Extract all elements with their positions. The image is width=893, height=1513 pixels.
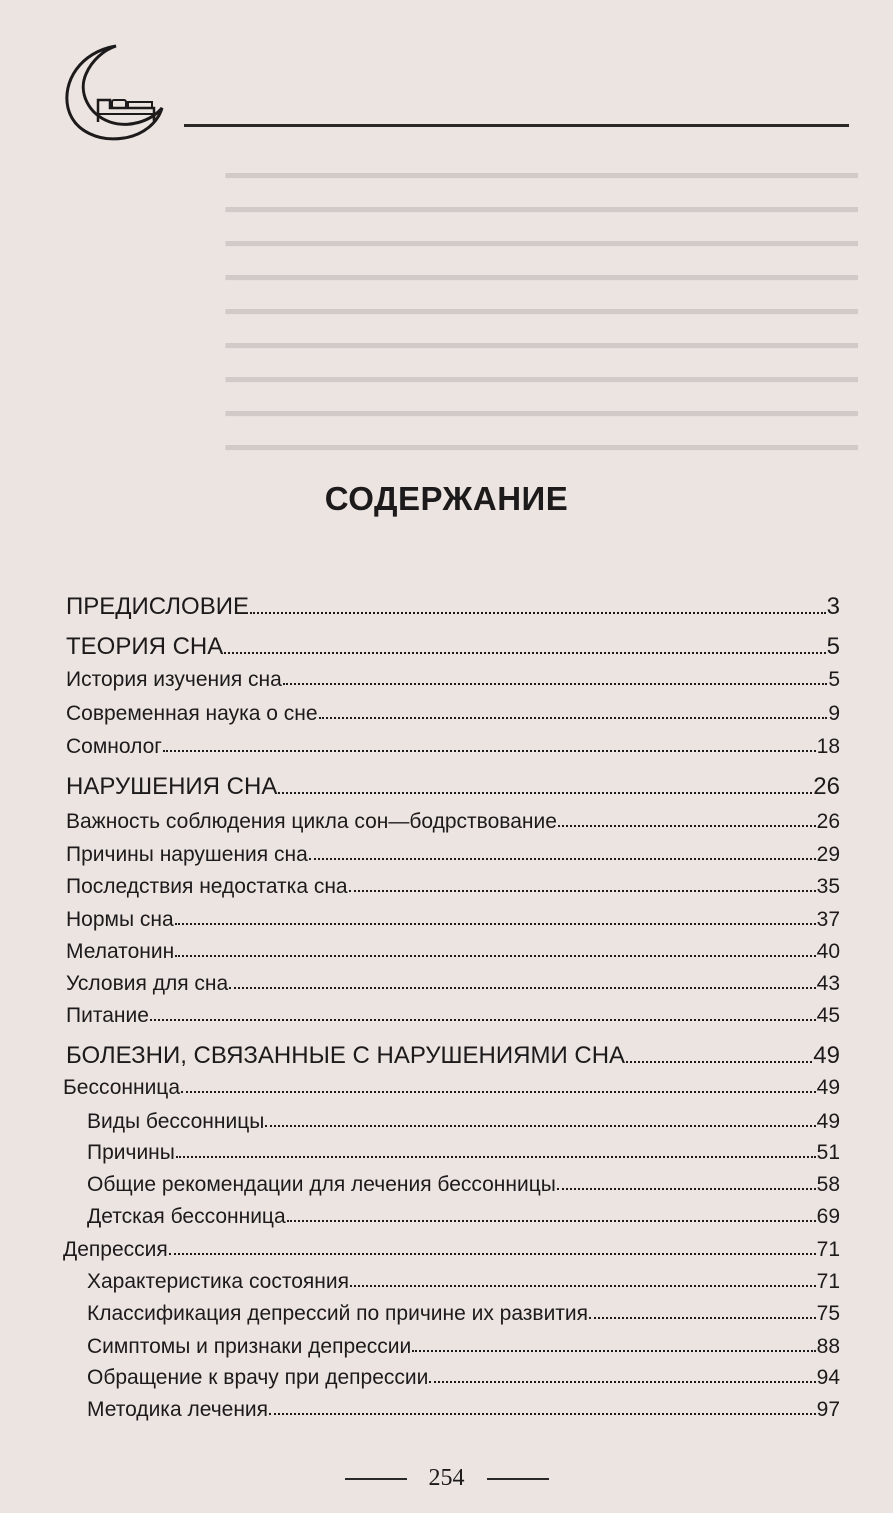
- toc-entry-title: Условия для сна: [66, 972, 229, 995]
- toc-entry-title: Питание: [66, 1004, 149, 1027]
- toc-entry: [66, 810, 840, 834]
- toc-entry-title: Общие рекомендации для лечения бессонницы: [87, 1173, 556, 1196]
- toc-leader-dots: [558, 825, 816, 827]
- toc-entry: [87, 1141, 840, 1165]
- toc-leader-dots: [265, 1125, 815, 1127]
- toc-entry-title: Последствия недостатка сна: [66, 875, 348, 898]
- toc-entry: [66, 702, 840, 726]
- toc-entry: [66, 593, 840, 621]
- toc-entry-page: 88: [816, 1335, 840, 1358]
- toc-entry: [66, 1042, 840, 1070]
- toc-entry-page: 35: [816, 875, 840, 898]
- toc-entry-title: Виды бессонницы: [87, 1110, 265, 1133]
- toc-entry-page: 40: [816, 940, 840, 963]
- toc-entry: [66, 940, 840, 964]
- page-number: 254: [428, 1465, 465, 1491]
- toc-entry-page: 49: [816, 1076, 840, 1099]
- footer-rule-right: [487, 1478, 549, 1480]
- toc-entry-title: Причины нарушения сна: [66, 843, 308, 866]
- toc-entry: [87, 1366, 840, 1390]
- toc-entry-page: 45: [816, 1004, 840, 1027]
- toc-entry-page: 94: [816, 1366, 840, 1389]
- toc-entry-page: 69: [816, 1205, 840, 1228]
- toc-entry: [66, 875, 840, 899]
- toc-entry: [66, 668, 840, 692]
- toc-leader-dots: [287, 1220, 816, 1222]
- toc-leader-dots: [176, 1156, 816, 1158]
- toc-entry-title: Нормы сна: [66, 908, 174, 931]
- toc-entry: [66, 773, 840, 801]
- toc-entry-page: 43: [816, 972, 840, 995]
- toc-entry-page: 49: [816, 1110, 840, 1133]
- toc-entry-title: Детская бессонница: [87, 1205, 286, 1228]
- page-footer: [0, 1465, 893, 1492]
- toc-leader-dots: [626, 1061, 812, 1063]
- toc-entry: [87, 1205, 840, 1229]
- toc-leader-dots: [181, 1091, 816, 1093]
- toc-entry-page: 9: [828, 702, 840, 725]
- toc-leader-dots: [278, 792, 812, 794]
- toc-leader-dots: [250, 612, 826, 614]
- toc-entry-page: 29: [816, 843, 840, 866]
- page-title: СОДЕРЖАНИЕ: [324, 480, 569, 517]
- toc-entry-title: Мелатонин: [66, 940, 175, 963]
- toc-entry-page: 49: [813, 1042, 840, 1069]
- toc-entry: [66, 972, 840, 996]
- toc-leader-dots: [163, 750, 816, 752]
- toc-entry-page: 5: [828, 668, 840, 691]
- toc-entry: [87, 1110, 840, 1134]
- toc-entry-title: Современная наука о сне: [66, 702, 318, 725]
- toc-leader-dots: [429, 1381, 815, 1383]
- toc-entry-page: 26: [813, 773, 840, 800]
- toc-entry-title: Классификация депрессий по причине их развития: [87, 1302, 589, 1325]
- toc-leader-dots: [175, 955, 815, 957]
- toc-entry-title: Обращение к врачу при депрессии: [87, 1366, 429, 1389]
- toc-entry-page: 97: [816, 1398, 840, 1421]
- toc-entry-page: 3: [826, 593, 840, 620]
- toc-entry-page: 75: [816, 1302, 840, 1325]
- toc-entry-title: БОЛЕЗНИ, СВЯЗАННЫЕ С НАРУШЕНИЯМИ СНА: [66, 1042, 626, 1069]
- toc-entry: [66, 908, 840, 932]
- toc-entry-title: Симптомы и признаки депрессии: [87, 1335, 412, 1358]
- toc-entry-page: 58: [816, 1173, 840, 1196]
- toc-entry-page: 71: [816, 1238, 840, 1261]
- toc-entry: [87, 1398, 840, 1422]
- toc-leader-dots: [229, 987, 815, 989]
- toc-entry-title: Депрессия: [63, 1238, 168, 1261]
- toc-entry-title: Причины: [87, 1141, 175, 1164]
- toc-leader-dots: [319, 717, 828, 719]
- toc-entry-title: Важность соблюдения цикла сон—бодрствование: [66, 810, 557, 833]
- toc-leader-dots: [175, 923, 816, 925]
- toc-leader-dots: [309, 858, 816, 860]
- toc-entry: [87, 1270, 840, 1294]
- toc-entry-title: ТЕОРИЯ СНА: [66, 633, 224, 660]
- toc-entry: [63, 1238, 840, 1262]
- toc-entry: [66, 633, 840, 661]
- toc-entry-title: История изучения сна: [66, 668, 282, 691]
- toc-entry-title: Методика лечения: [87, 1398, 269, 1421]
- bleed-through-texture: ━━━━━━━━━━━━━━━━━━━━━━━━━━━━━━━━━━━ ━━━━━━━━━━━━━━━━━━━━━━━━━━━━━━━━━━━ ━━━━━━━━━━━━━━━━━━━━━━━━━━━━━━━━━━━ ━━━━━━━━━━━━━━━━━━━━━━━━━━━━━━━━━━━ ━━━━━━━━━━━━━━━━━━━━━━━━━━━━━━━━━━━ ━━━━━━━━━━━━━━━━━━━━━━━━━━━━━━━━━━━ ━━━━━━━━━━━━━━━━━━━━━━━━━━━━━━━━━━━ ━━━━━━━━━━━━━━━━━━━━━━━━━━━━━━━━━━━ ━━━━━━━━━━━━━━━━━━━━━━━━━━━━━━━━━━━: [225, 160, 858, 465]
- toc-entry-title: НАРУШЕНИЯ СНА: [66, 773, 278, 800]
- toc-leader-dots: [269, 1413, 816, 1415]
- header-rule: [184, 124, 849, 127]
- toc-entry: [66, 1004, 840, 1028]
- toc-leader-dots: [349, 890, 816, 892]
- toc-entry: [87, 1302, 840, 1326]
- toc-entry: [66, 735, 840, 759]
- toc-leader-dots: [557, 1188, 816, 1190]
- toc-leader-dots: [589, 1317, 816, 1319]
- toc-leader-dots: [412, 1350, 815, 1352]
- toc-entry-title: Характеристика состояния: [87, 1270, 349, 1293]
- toc-entry: [87, 1335, 840, 1359]
- toc-entry-page: 18: [816, 735, 840, 758]
- toc-leader-dots: [169, 1253, 816, 1255]
- footer-rule-left: [345, 1478, 407, 1480]
- toc-leader-dots: [150, 1019, 816, 1021]
- toc-entry-title: ПРЕДИСЛОВИЕ: [66, 593, 249, 620]
- toc-entry: [87, 1173, 840, 1197]
- toc-leader-dots: [283, 683, 827, 685]
- toc-entry-page: 37: [816, 908, 840, 931]
- toc-entry-title: Сомнолог: [66, 735, 162, 758]
- toc-entry-page: 71: [816, 1270, 840, 1293]
- toc-entry-page: 26: [816, 810, 840, 833]
- toc-leader-dots: [350, 1285, 816, 1287]
- toc-entry: [63, 1076, 840, 1100]
- toc-entry-page: 51: [816, 1141, 840, 1164]
- toc-entry-page: 5: [826, 633, 840, 660]
- moon-bed-logo-icon: [58, 42, 180, 144]
- toc-leader-dots: [224, 652, 825, 654]
- toc-entry-title: Бессонница: [63, 1076, 181, 1099]
- toc-entry: [66, 843, 840, 867]
